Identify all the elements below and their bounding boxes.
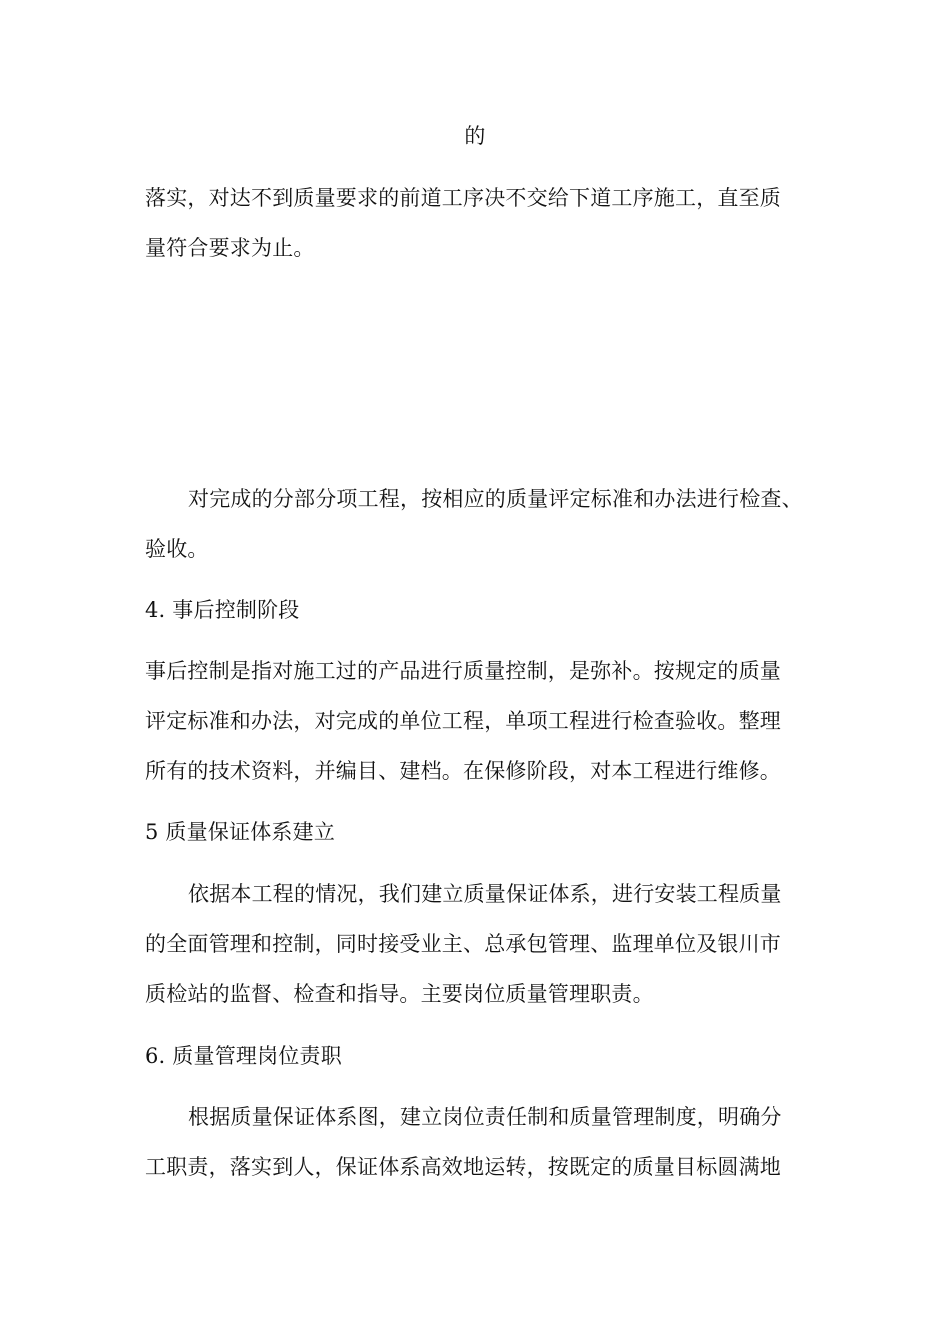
paragraph-line: 落实，对达不到质量要求的前道工序决不交给下道工序施工，直至质 — [145, 186, 781, 210]
paragraph-line: 对完成的分部分项工程，按相应的质量评定标准和办法进行检查、 — [188, 487, 803, 511]
paragraph-line: 验收。 — [145, 537, 209, 561]
section-heading: 5 质量保证体系建立 — [145, 820, 336, 844]
paragraph-line: 质检站的监督、检查和指导。主要岗位质量管理职责。 — [145, 982, 654, 1006]
section-heading: 4. 事后控制阶段 — [145, 598, 300, 622]
paragraph-line: 量符合要求为止。 — [145, 236, 315, 260]
fragment-line: 的 — [464, 124, 486, 148]
paragraph-line: 根据质量保证体系图，建立岗位责任制和质量管理制度，明确分 — [188, 1105, 782, 1129]
paragraph-line: 评定标准和办法，对完成的单位工程，单项工程进行检查验收。整理 — [145, 709, 781, 733]
paragraph-line: 事后控制是指对施工过的产品进行质量控制，是弥补。按规定的质量 — [145, 659, 781, 683]
section-heading: 6. 质量管理岗位责职 — [145, 1044, 342, 1068]
paragraph-line: 工职责，落实到人，保证体系高效地运转，按既定的质量目标圆满地 — [145, 1155, 781, 1179]
paragraph-line: 的全面管理和控制，同时接受业主、总承包管理、监理单位及银川市 — [145, 932, 781, 956]
paragraph-line: 所有的技术资料，并编目、建档。在保修阶段，对本工程进行维修。 — [145, 759, 781, 783]
paragraph-line: 依据本工程的情况，我们建立质量保证体系，进行安装工程质量 — [188, 882, 782, 906]
